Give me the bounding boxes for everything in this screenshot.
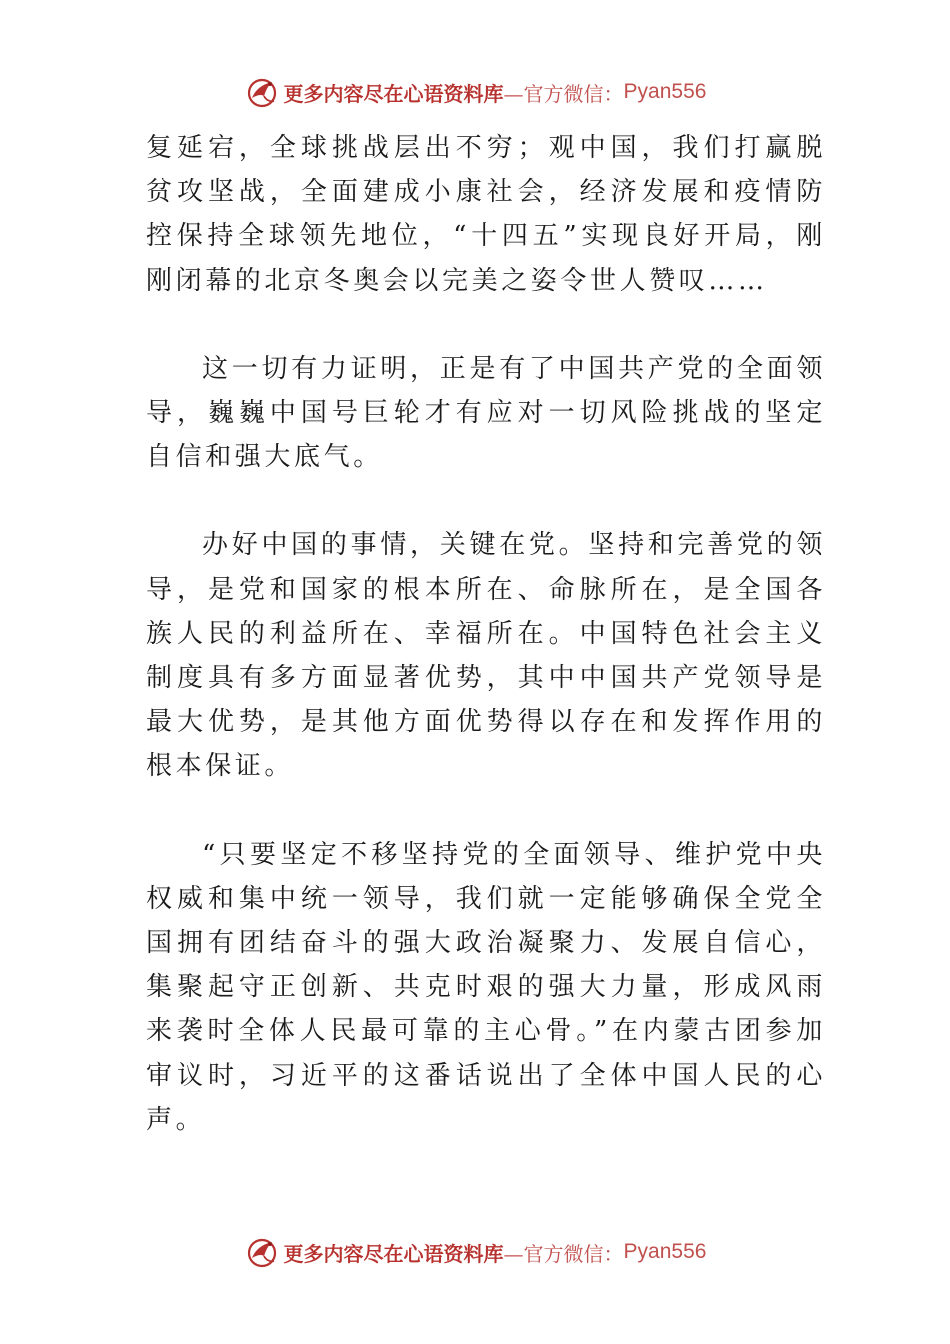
paragraph-3: 办好中国的事情，关键在党。坚持和完善党的领导，是党和国家的根本所在、命脉所在，是全国各族人民的利益所在、幸福所在。中国特色社会主义制度具有多方面显著优势，其中中国共产党领导是最大优势，是其他方面优势得以存在和发挥作用的根本保证。 xyxy=(146,530,826,782)
header-banner xyxy=(0,72,950,112)
header-brand-text: 更多内容尽在心语资料库 xyxy=(283,81,504,106)
paragraph-2: 这一切有力证明，正是有了中国共产党的全面领导，巍巍中国号巨轮才有应对一切风险挑战的坚定自信和强大底气。 xyxy=(146,353,826,473)
header-wechat-id: Pyan556 xyxy=(623,80,707,103)
document-body xyxy=(146,126,826,1186)
paragraph-1: 复延宕，全球挑战层出不穷；观中国，我们打赢脱贫攻坚战，全面建成小康社会，经济发展和疫情防控保持全球领先地位，“十四五”实现良好开局，刚刚闭幕的北京冬奥会以完美之姿令世人赞叹…… xyxy=(146,133,826,296)
header-contact-label: —官方微信： xyxy=(503,81,624,106)
swan-rose-logo-icon xyxy=(244,74,280,110)
paragraph-4: “只要坚定不移坚持党的全面领导、维护党中央权威和集中统一领导，我们就一定能够确保全党全国拥有团结奋斗的强大政治凝聚力、发展自信心，集聚起守正创新、共克时艰的强大力量，形成风雨来袭时全体人民最可靠的主心骨。”在内蒙古团参加审议时，习近平的这番话说出了全体中国人民的心声。 xyxy=(146,839,826,1135)
footer-wechat-id: Pyan556 xyxy=(623,1240,707,1263)
footer-brand-text: 更多内容尽在心语资料库 xyxy=(283,1241,504,1266)
footer-banner xyxy=(0,1232,950,1272)
swan-rose-logo-icon xyxy=(244,1234,280,1270)
footer-contact-label: —官方微信： xyxy=(503,1241,624,1266)
